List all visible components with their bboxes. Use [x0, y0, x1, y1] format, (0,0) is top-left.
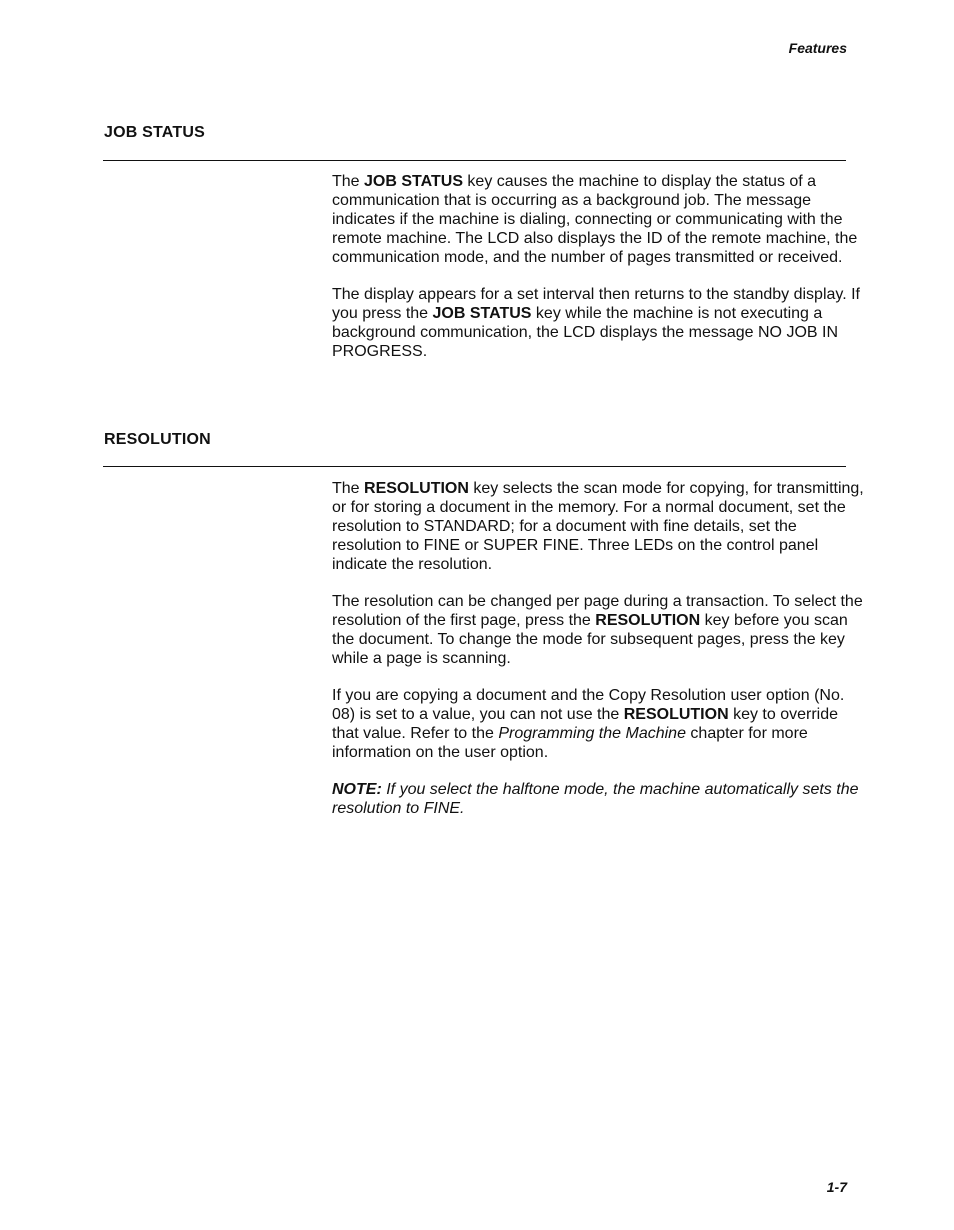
paragraph [332, 686, 864, 762]
resolution-body [332, 479, 864, 836]
running-header: Features [788, 40, 847, 56]
section-divider [103, 160, 846, 161]
note-paragraph [332, 780, 864, 818]
key-name: JOB STATUS [432, 305, 532, 322]
paragraph [332, 172, 864, 267]
page-number: 1-7 [826, 1179, 847, 1195]
key-name: JOB STATUS [364, 173, 463, 190]
key-name: RESOLUTION [595, 612, 701, 629]
key-name: RESOLUTION [623, 706, 729, 723]
text-run: The display appears for a set interval then returns to the standby display. If you press the [332, 286, 860, 322]
text-run: key while the machine is not executing a background communication, the LCD displays the message NO JOB IN PROGRESS. [332, 305, 839, 360]
paragraph [332, 592, 864, 668]
text-run: The [332, 480, 365, 497]
text-run: If you are copying a document and the Copy Resolution user option (No. 08) is set to a value, you can not use the [332, 687, 845, 723]
section-divider [103, 466, 846, 467]
paragraph [332, 285, 864, 361]
key-name: RESOLUTION [364, 480, 469, 497]
paragraph [332, 479, 864, 574]
note-label: NOTE: [332, 781, 382, 798]
text-run: key causes the machine to display the status of a communication that is occurring as a background job. The message indicates if the machine is dialing, connecting or communicating with the remote machine. The LCD also displays the ID of the remote machine, the communication mode, and the number of pages transmitted or received. [332, 173, 858, 266]
text-run: key to override that value. Refer to the [332, 706, 839, 742]
text-run: chapter for more information on the user option. [332, 725, 808, 761]
text-run: The [332, 173, 365, 190]
section-heading-resolution: RESOLUTION [104, 431, 211, 448]
job-status-body [332, 172, 864, 379]
text-run: key selects the scan mode for copying, for transmitting, or for storing a document in the memory. For a normal document, set the resolution to STANDARD; for a document with fine details, set the resolution to FINE or SUPER FINE. Three LEDs on the control panel indicate the resolution. [332, 480, 864, 573]
note-text: If you select the halftone mode, the machine automatically sets the resolution to FINE. [332, 781, 859, 817]
chapter-reference: Programming the Machine [498, 725, 686, 742]
text-run: key before you scan the document. To change the mode for subsequent pages, press the key while a page is scanning. [332, 612, 848, 667]
section-heading-job-status: JOB STATUS [104, 124, 205, 141]
text-run: The resolution can be changed per page during a transaction. To select the resolution of the first page, press the [332, 593, 863, 629]
